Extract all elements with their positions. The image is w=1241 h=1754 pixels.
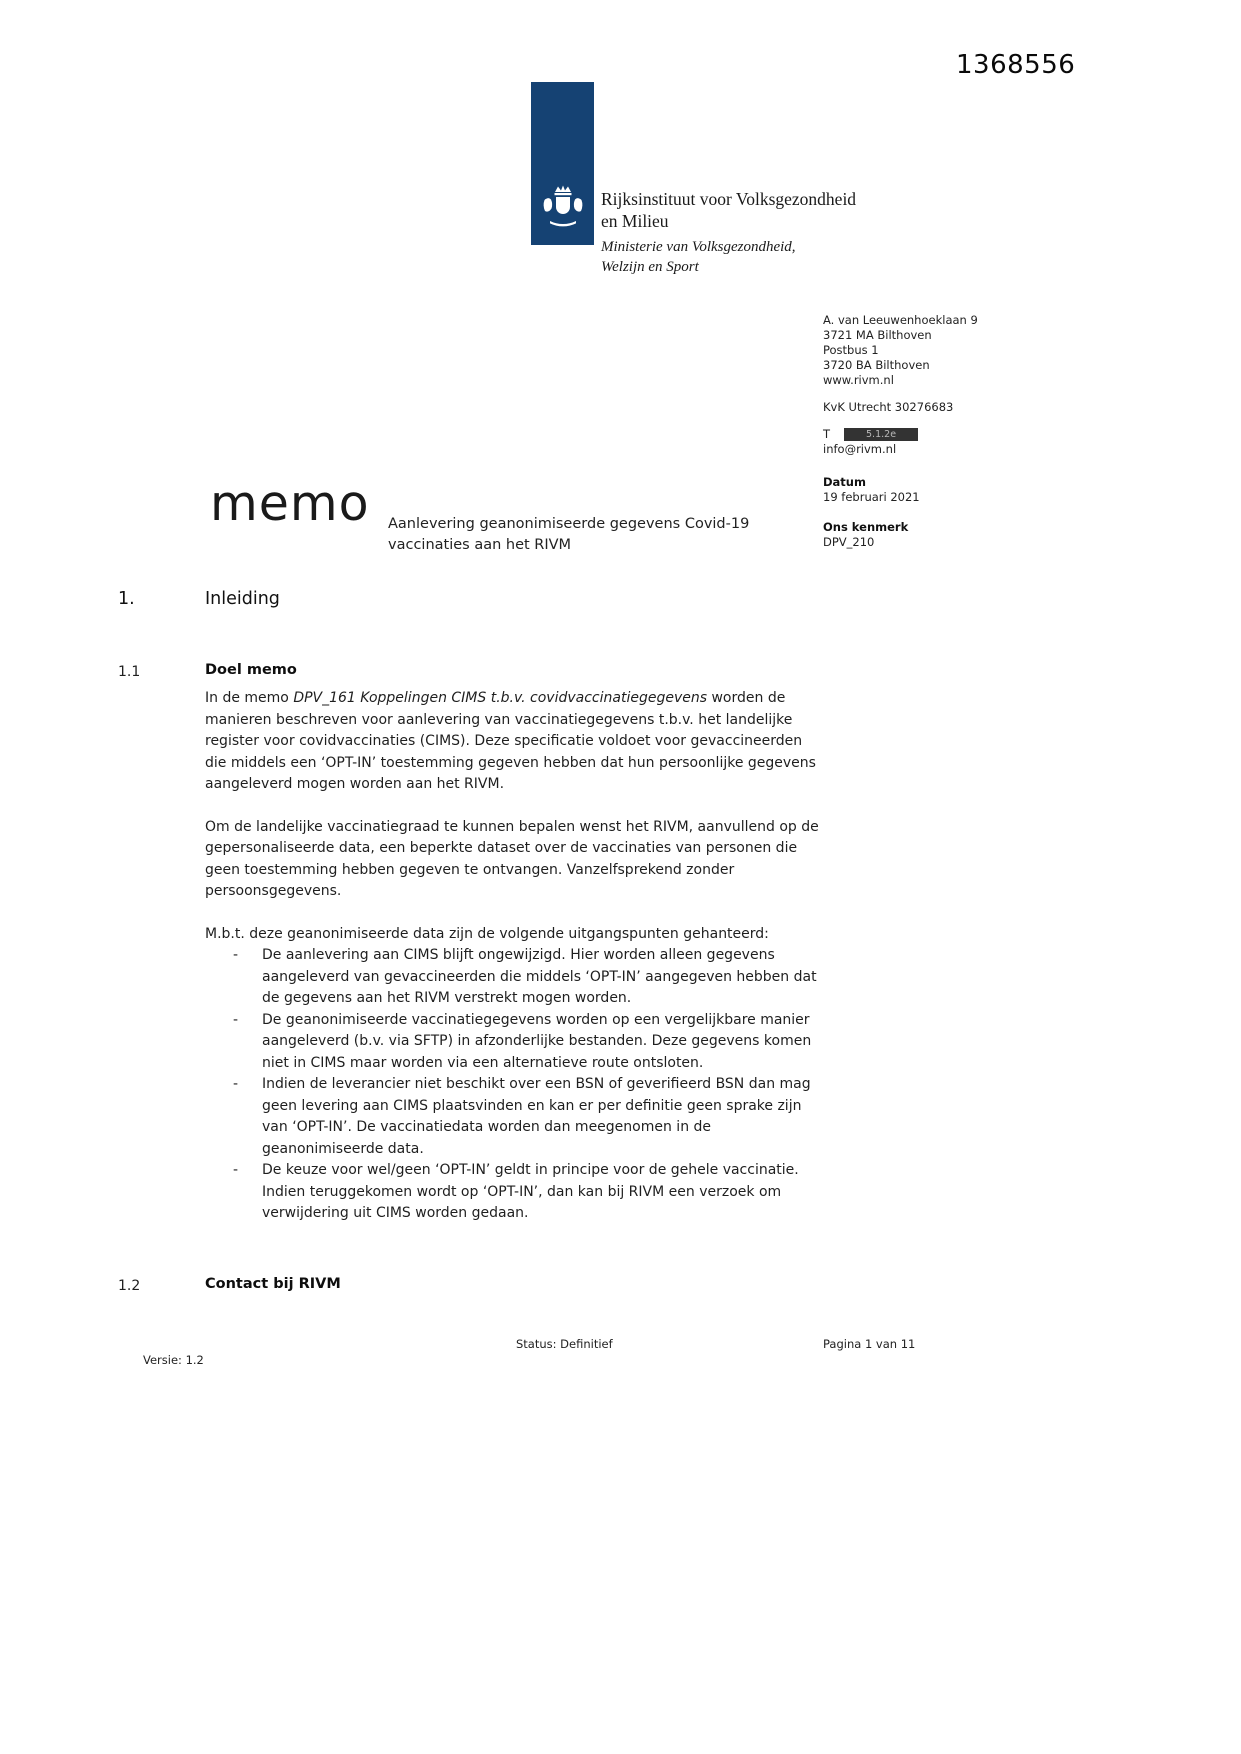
footer-page-number: Pagina 1 van 11: [823, 1337, 916, 1351]
document-number: 1368556: [956, 50, 1076, 80]
ministry-line2: Welzijn en Sport: [601, 259, 699, 275]
bullet-text: De aanlevering aan CIMS blijft ongewijzigd. Hier worden alleen gegevens aangeleverd van gevaccineerden die middels ‘OPT-IN’ aangegeven hebben dat de gegevens aan het RIVM verstrekt mogen worden.: [262, 947, 817, 1006]
section-1-1-title: Doel memo: [205, 662, 297, 678]
phone-line: [823, 427, 1053, 442]
bullet-dash: -: [233, 1076, 239, 1092]
paragraph-1-post: worden de manieren beschreven voor aanlevering van vaccinatiegegevens t.b.v. het landelijke register voor covidvaccinaties (CIMS). Deze specificatie voldoet voor gevaccineerden die middels een ‘OPT-IN’ toestemming gegeven hebben dat hun persoonlijke gegevens aangeleverd mogen worden aan het RIVM.: [205, 690, 816, 792]
rijksoverheid-banner: [531, 82, 594, 245]
section-1-1-number: 1.1: [118, 664, 141, 680]
footer-version: Versie: 1.2: [143, 1353, 204, 1367]
datum-value: 19 februari 2021: [823, 490, 920, 504]
memo-title: Aanlevering geanonimiseerde gegevens Covid-19 vaccinaties aan het RIVM: [388, 516, 750, 553]
redaction-box: 5.1.2e: [844, 428, 918, 441]
kvk-line: KvK Utrecht 30276683: [823, 400, 954, 414]
address-line: 3720 BA Bilthoven: [823, 358, 930, 372]
org-name-line1: Rijksinstituut voor Volksgezondheid: [601, 189, 857, 209]
paragraph-2: Om de landelijke vaccinatiegraad te kunnen bepalen wenst het RIVM, aanvullend op de gepersonaliseerde data, een beperkte dataset over de vaccinaties van personen die geen toestemming hebben gegeven te ontvangen. Vanzelfsprekend zonder persoonsgegevens.: [205, 818, 819, 899]
list-item: [205, 1074, 819, 1160]
bullet-dash: -: [233, 947, 239, 963]
phone-label: T: [823, 427, 831, 441]
kenmerk-label: Ons kenmerk: [823, 520, 909, 534]
list-item: [205, 1010, 819, 1075]
list-item: [205, 1160, 819, 1225]
address-line: 3721 MA Bilthoven: [823, 328, 932, 342]
website-url: www.rivm.nl: [823, 373, 894, 387]
bullet-text: De keuze voor wel/geen ‘OPT-IN’ geldt in principe voor de gehele vaccinatie. Indien teruggekomen wordt op ‘OPT-IN’, dan kan bij RIVM een verzoek om verwijdering uit CIMS worden gedaan.: [262, 1162, 799, 1221]
paragraph-1-pre: In de memo: [205, 690, 294, 706]
list-item: [205, 945, 819, 1010]
logo-text-block: [601, 188, 856, 277]
footer-status: Status: Definitief: [516, 1337, 613, 1351]
bullet-text: De geanonimiseerde vaccinatiegegevens worden op een vergelijkbare manier aangeleverd (b.v. via SFTP) in afzonderlijke bestanden. Deze gegevens komen niet in CIMS maar worden via een alternatieve route ontsloten.: [262, 1011, 812, 1071]
kenmerk-value: DPV_210: [823, 535, 875, 549]
section-1-number: 1.: [118, 589, 135, 609]
datum-label: Datum: [823, 475, 866, 489]
bullet-dash: -: [233, 1011, 239, 1028]
bullet-dash: -: [233, 1162, 239, 1178]
bullet-list: [205, 945, 819, 1225]
section-1-2-number: 1.2: [118, 1278, 141, 1294]
section-1-2-title: Contact bij RIVM: [205, 1276, 341, 1292]
coat-of-arms-icon: [541, 185, 585, 237]
org-name-line2: en Milieu: [601, 211, 669, 231]
bullet-text: Indien de leverancier niet beschikt over een BSN of geverifieerd BSN dan mag geen levering aan CIMS plaatsvinden en kan er per definitie geen sprake zijn van ‘OPT-IN’. De vaccinatiedata worden dan meegenomen in de geanonimiseerde data.: [262, 1076, 811, 1157]
section-1-1-body: [205, 688, 819, 1225]
ministry-line1: Ministerie van Volksgezondheid,: [601, 239, 796, 255]
address-line: Postbus 1: [823, 343, 879, 357]
contact-block: [823, 313, 1053, 550]
paragraph-1: [205, 688, 819, 796]
address-line: A. van Leeuwenhoeklaan 9: [823, 313, 978, 327]
paragraph-3: M.b.t. deze geanonimiseerde data zijn de volgende uitgangspunten gehanteerd:: [205, 925, 769, 942]
memo-word: memo: [210, 475, 370, 532]
memo-reference-italic: DPV_161 Koppelingen CIMS t.b.v. covidvaccinatiegegevens: [293, 690, 708, 706]
section-1-title: Inleiding: [205, 589, 280, 609]
email-address: info@rivm.nl: [823, 442, 897, 456]
